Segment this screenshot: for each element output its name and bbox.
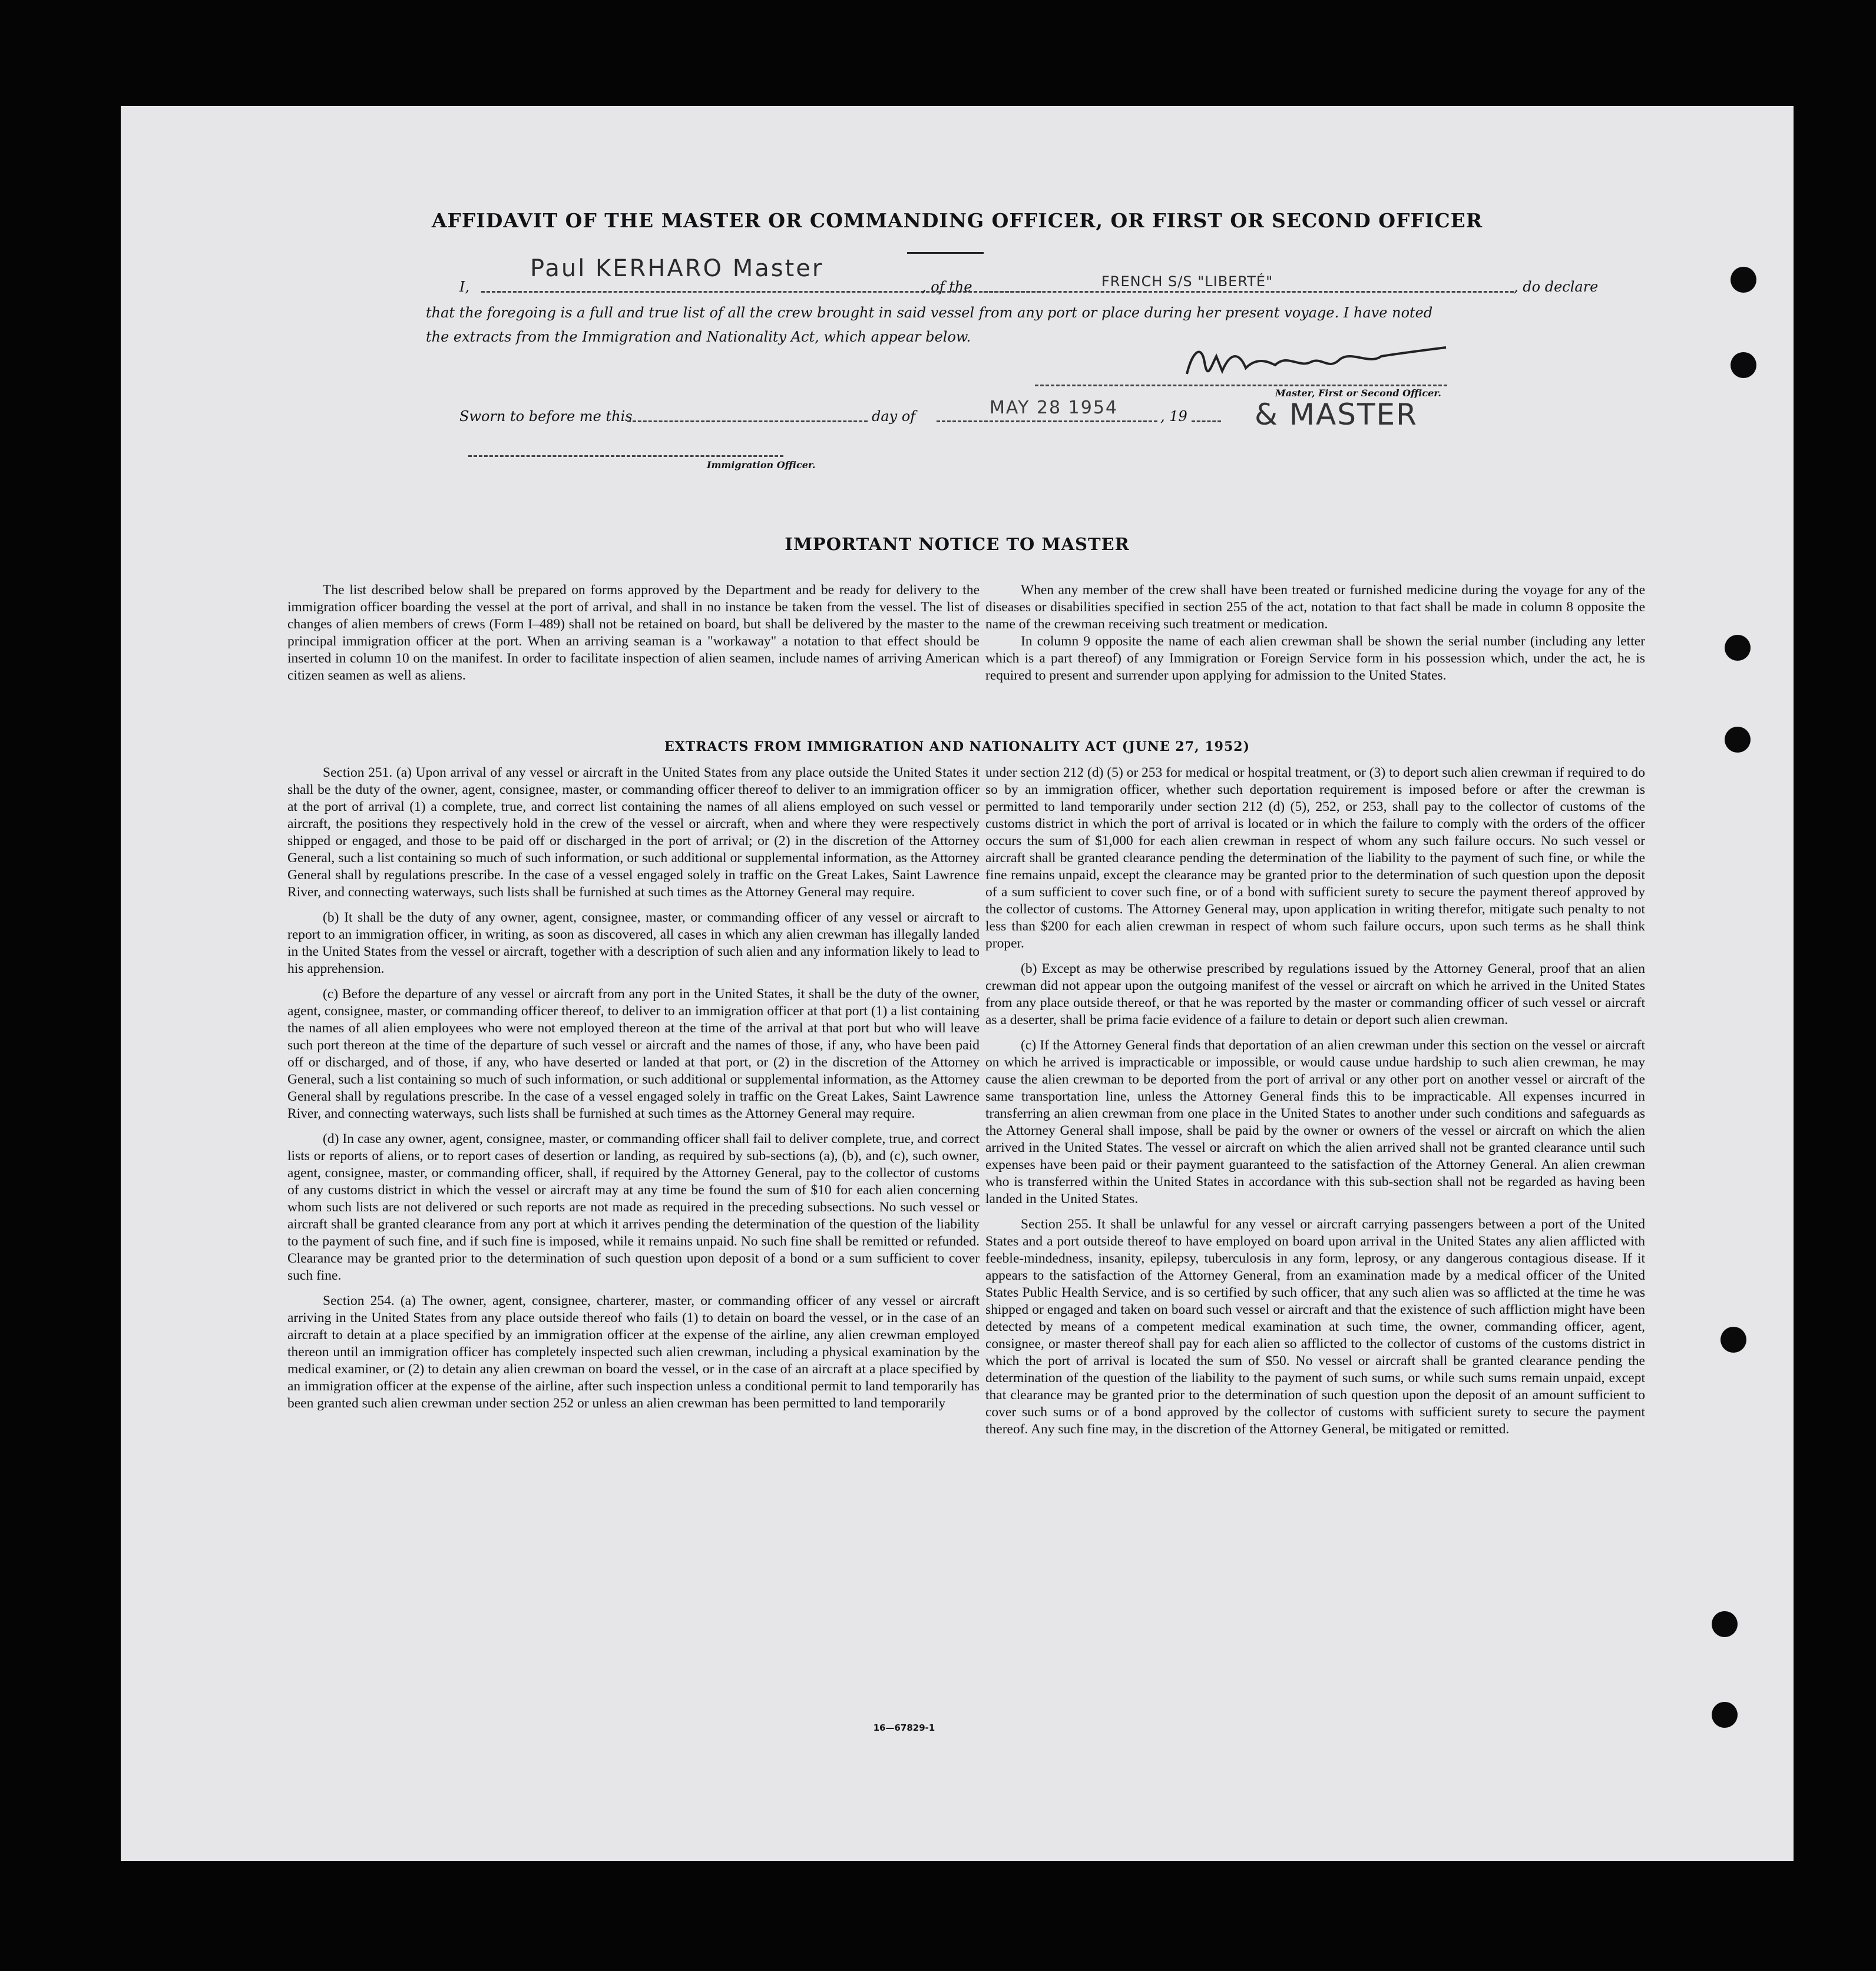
declaration-line-2: the extracts from the Immigration and Nationality Act, which appear below. — [426, 329, 971, 345]
sworn-label: Sworn to before me this — [459, 408, 633, 425]
document-page — [121, 106, 1794, 1861]
extracts-right-paragraph: (b) Except as may be otherwise prescribed by regulations issued by the Attorney General, proof that an alien crewman did not appear upon the outgoing manifest of the vessel or aircraft on which he arrived in the United States from any place outside thereof, or that he was reported by the master or commanding officer of such vessel or aircraft as a deserter, shall be prima facie evidence of a failure to detain or deport such alien crewman. — [985, 961, 1645, 1028]
punch-hole — [1712, 1702, 1738, 1728]
extracts-right-paragraph: under section 212 (d) (5) or 253 for medical or hospital treatment, or (3) to deport such alien crewman if required to do so by an immigration officer, whether such deportation requirement is imposed before or after the crewman is permitted to land temporarily under section 212 (d) (5), 252, or 253, shall pay to the collector of customs of the customs district in which the port of arrival is located or in which the failure to comply with the orders of the officer occurs the sum of $1,000 for each alien crewman in respect of whom any such failure occurs. No such vessel or aircraft shall be granted clearance pending the determination of the liability to the payment of such fine, or while the fine remains unpaid, except the clearance may be granted prior to the determination of such question upon the deposit of a sum sufficient to cover such fine, or of a bond with sufficient surety to secure the payment thereof approved by the collector of customs. The Attorney General may, upon application in writing therefor, mitigate such penalty to not less than $200 for each alien crewman in respect of whom such failure occurs, upon such terms as he shall think proper. — [985, 765, 1645, 951]
extracts-left-paragraph: Section 254. (a) The owner, agent, consignee, charterer, master, or commanding officer of any vessel or aircraft arriving in the United States from any place outside thereof who fails (1) to detain on board the vessel, or in the case of an aircraft to detain at a place specified by an immigration officer at the expense of the airline, any alien crewman employed thereon until an immigration officer has completely inspected such alien crewman, including a physical examination by the medical examiner, or (2) to detain any alien crewman on board the vessel, or in the case of an aircraft at a place specified by an immigration officer at the expense of the airline, after such inspection unless a conditional permit to land temporarily has been granted such alien crewman under section 252 or unless an alien crewman has been permitted to land temporarily — [287, 1293, 980, 1411]
vessel-name: FRENCH S/S "LIBERTÉ" — [1101, 273, 1273, 290]
form-number: 16—67829-1 — [873, 1722, 935, 1733]
title-underline — [907, 252, 984, 254]
notice-right-paragraph-1: When any member of the crew shall have been treated or furnished medicine during the voyage for any of the diseases or disabilities specified in section 255 of the act, notation to that fact shall be made in column 8 opposite the name of the crewman receiving such treatment or medication. — [985, 582, 1645, 632]
of-the-label: , of the — [922, 279, 972, 295]
vessel-line — [984, 291, 1514, 293]
extracts-left-paragraph: (d) In case any owner, agent, consignee, master, or commanding officer shall fail to deliver complete, true, and correct lists or reports of aliens, or to report cases of desertion or landing, as required by sub-sections (a), (b), and (c), such owner, agent, consignee, master, or commanding officer, shall, if required by the Attorney General, pay to the collector of customs of any customs district in which the vessel or aircraft may at any time be found the sum of $10 for each alien concerning whom such lists are not delivered or such reports are not made as required in the preceding subsections. No such vessel or aircraft shall be granted clearance from any port at which it arrives pending the determination of the question of the liability to the payment of such fine, and if such fine is imposed, while it remains unpaid. No such fine shall be remitted or refunded. Clearance may be granted prior to the determination of such question upon deposit of a bond or a sum sufficient to cover such fine. — [287, 1131, 980, 1283]
year-prefix: , 19 — [1160, 408, 1187, 425]
punch-hole — [1712, 1611, 1738, 1637]
signature-line — [1035, 385, 1447, 386]
declaration-line-1: that the foregoing is a full and true list of all the crew brought in said vessel from any port or place during her present voyage. I have noted — [426, 304, 1433, 321]
do-declare-label: , do declare — [1514, 279, 1599, 295]
day-of-label: day of — [872, 408, 916, 425]
master-stamp: & MASTER — [1255, 397, 1418, 432]
notice-right-paragraph-2: In column 9 opposite the name of each alien crewman shall be shown the serial number (including any letter which is a part thereof) of any Immigration or Foreign Service form in his possession which, under the act, he is required to present and surrender upon applying for admission to the United States. — [985, 634, 1645, 683]
punch-hole — [1721, 1327, 1746, 1353]
pronoun-label: I, — [459, 279, 470, 295]
extracts-left-paragraph: (b) It shall be the duty of any owner, agent, consignee, master, or commanding officer of any vessel or aircraft to report to an immigration officer, in writing, as soon as discovered, all cases in which any alien crewman has illegally landed in the United States from the vessel or aircraft, together with a description of such alien and any information likely to lead to his apprehension. — [287, 910, 980, 976]
affidavit-title: AFFIDAVIT OF THE MASTER OR COMMANDING OFFICER, OR FIRST OR SECOND OFFICER — [431, 209, 1483, 232]
signature-caption: Master, First or Second Officer. — [1275, 387, 1441, 399]
sworn-month-line — [937, 420, 1157, 422]
sworn-day-line — [627, 420, 868, 422]
sworn-date-stamp: MAY 28 1954 — [990, 397, 1118, 418]
notice-right-column — [985, 582, 1645, 693]
extracts-right-paragraph: Section 255. It shall be unlawful for any vessel or aircraft carrying passengers between a port of the United States and a port outside thereof to have employed on board upon arrival in the United States any alien afflicted with feeble-mindedness, insanity, epilepsy, tuberculosis in any form, leprosy, or any dangerous contagious disease. If it appears to the satisfaction of the Attorney General, from an examination made by a medical officer of the United States Public Health Service, and is so certified by such officer, that any such alien was so afflicted at the time he was shipped or engaged and taken on board such vessel or aircraft and that the existence of such affliction might have been detected by means of a competent medical examination at such time, the owner, commanding officer, agent, consignee, or master thereof shall pay for each alien so afflicted to the collector of customs of the customs district in which the port of arrival is located the sum of $50. No vessel or aircraft shall be granted clearance pending the determination of the question of the liability to the payment of such sums, or while such sums remain unpaid, except that clearance may be granted prior to the determination of such question upon the deposit of an amount sufficient to cover such sums or of a bond approved by the collector of customs with sufficient surety to secure the payment thereof. Any such fine may, in the discretion of the Attorney General, be mitigated or remitted. — [985, 1217, 1645, 1437]
punch-hole — [1725, 635, 1751, 661]
extracts-title: EXTRACTS FROM IMMIGRATION AND NATIONALITY ACT (JUNE 27, 1952) — [664, 739, 1250, 754]
extracts-left-column — [287, 764, 980, 1420]
notice-left-paragraph: The list described below shall be prepared on forms approved by the Department and be ready for delivery to the immigration officer boarding the vessel at the port of arrival, and shall in no instance be taken from the vessel. The list of changes of alien members of crews (Form I–489) shall not be retained on board, but shall be delivered by the master to the principal immigration officer at the port. When an arriving seaman is a "workaway" a notation to that effect should be inserted in column 10 on the manifest. In order to facilitate inspection of alien seamen, include names of arriving American citizen seamen as well as aliens. — [287, 582, 980, 683]
extracts-left-paragraph: (c) Before the departure of any vessel or aircraft from any port in the United States, it shall be the duty of the owner, agent, consignee, master, or commanding officer thereof, to deliver to an immigration officer at that port (1) a list containing the names of all alien employees who were not employed thereon at the time of the arrival at that port but who will leave such port thereon at the time of the departure of such vessel or aircraft and the names of those, if any, who have been paid off or discharged, and of those, if any, who have deserted or landed at that port, or (2) in the discretion of the Attorney General, such a list containing so much of such information, or such additional or supplemental information, as the Attorney General shall by regulations prescribe. In the case of a vessel engaged solely in traffic on the Great Lakes, Saint Lawrence River, and connecting waterways, such lists shall be furnished at such times as the Attorney General may require. — [287, 986, 980, 1121]
master-signature — [1175, 339, 1452, 386]
master-name: Paul KERHARO Master — [530, 255, 824, 282]
officer-caption: Immigration Officer. — [707, 459, 816, 471]
punch-hole — [1731, 267, 1756, 293]
punch-hole — [1725, 727, 1751, 753]
notice-left-column — [287, 582, 980, 693]
extracts-right-column — [985, 764, 1645, 1446]
notice-title: IMPORTANT NOTICE TO MASTER — [785, 534, 1130, 554]
extracts-right-paragraph: (c) If the Attorney General finds that deportation of an alien crewman under this section on the vessel or aircraft on which he arrived is impracticable or impossible, or would cause undue hardship to such alien crewman, he may cause the alien crewman to be deported from the port of arrival or any other port on another vessel or aircraft of the same transportation line, unless the Attorney General finds this to be impracticable. All expenses incurred in transferring an alien crewman from one place in the United States to another under such conditions and safeguards as the Attorney General shall impose, shall be paid by the owner or owners of the vessel or aircraft on which the alien arrived in the United States. The vessel or aircraft on which the alien arrived shall not be granted clearance until such expenses have been paid or their payment guaranteed to the satisfaction of the Attorney General. An alien crewman who is transferred within the United States in accordance with this sub-section shall not be regarded as having been landed in the United States. — [985, 1038, 1645, 1207]
punch-hole — [1731, 352, 1756, 378]
officer-signature-line — [468, 455, 783, 457]
year-line — [1192, 420, 1221, 422]
extracts-left-paragraph: Section 251. (a) Upon arrival of any vessel or aircraft in the United States from any place outside the United States it shall be the duty of the owner, agent, consignee, master, or commanding officer thereof to deliver to an immigration officer at the port of arrival (1) a complete, true, and correct list containing the names of all aliens employed on such vessel or aircraft, the positions they respectively hold in the crew of the vessel or aircraft, when and where they were respectively shipped or engaged, and those to be paid off or discharged in the port of arrival; or (2) in the discretion of the Attorney General, such a list containing so much of such information, or such additional or supplemental information, as the Attorney General shall by regulations prescribe. In the case of a vessel engaged solely in traffic on the Great Lakes, Saint Lawrence River, and connecting waterways, such lists shall be furnished at such times as the Attorney General may require. — [287, 765, 980, 900]
